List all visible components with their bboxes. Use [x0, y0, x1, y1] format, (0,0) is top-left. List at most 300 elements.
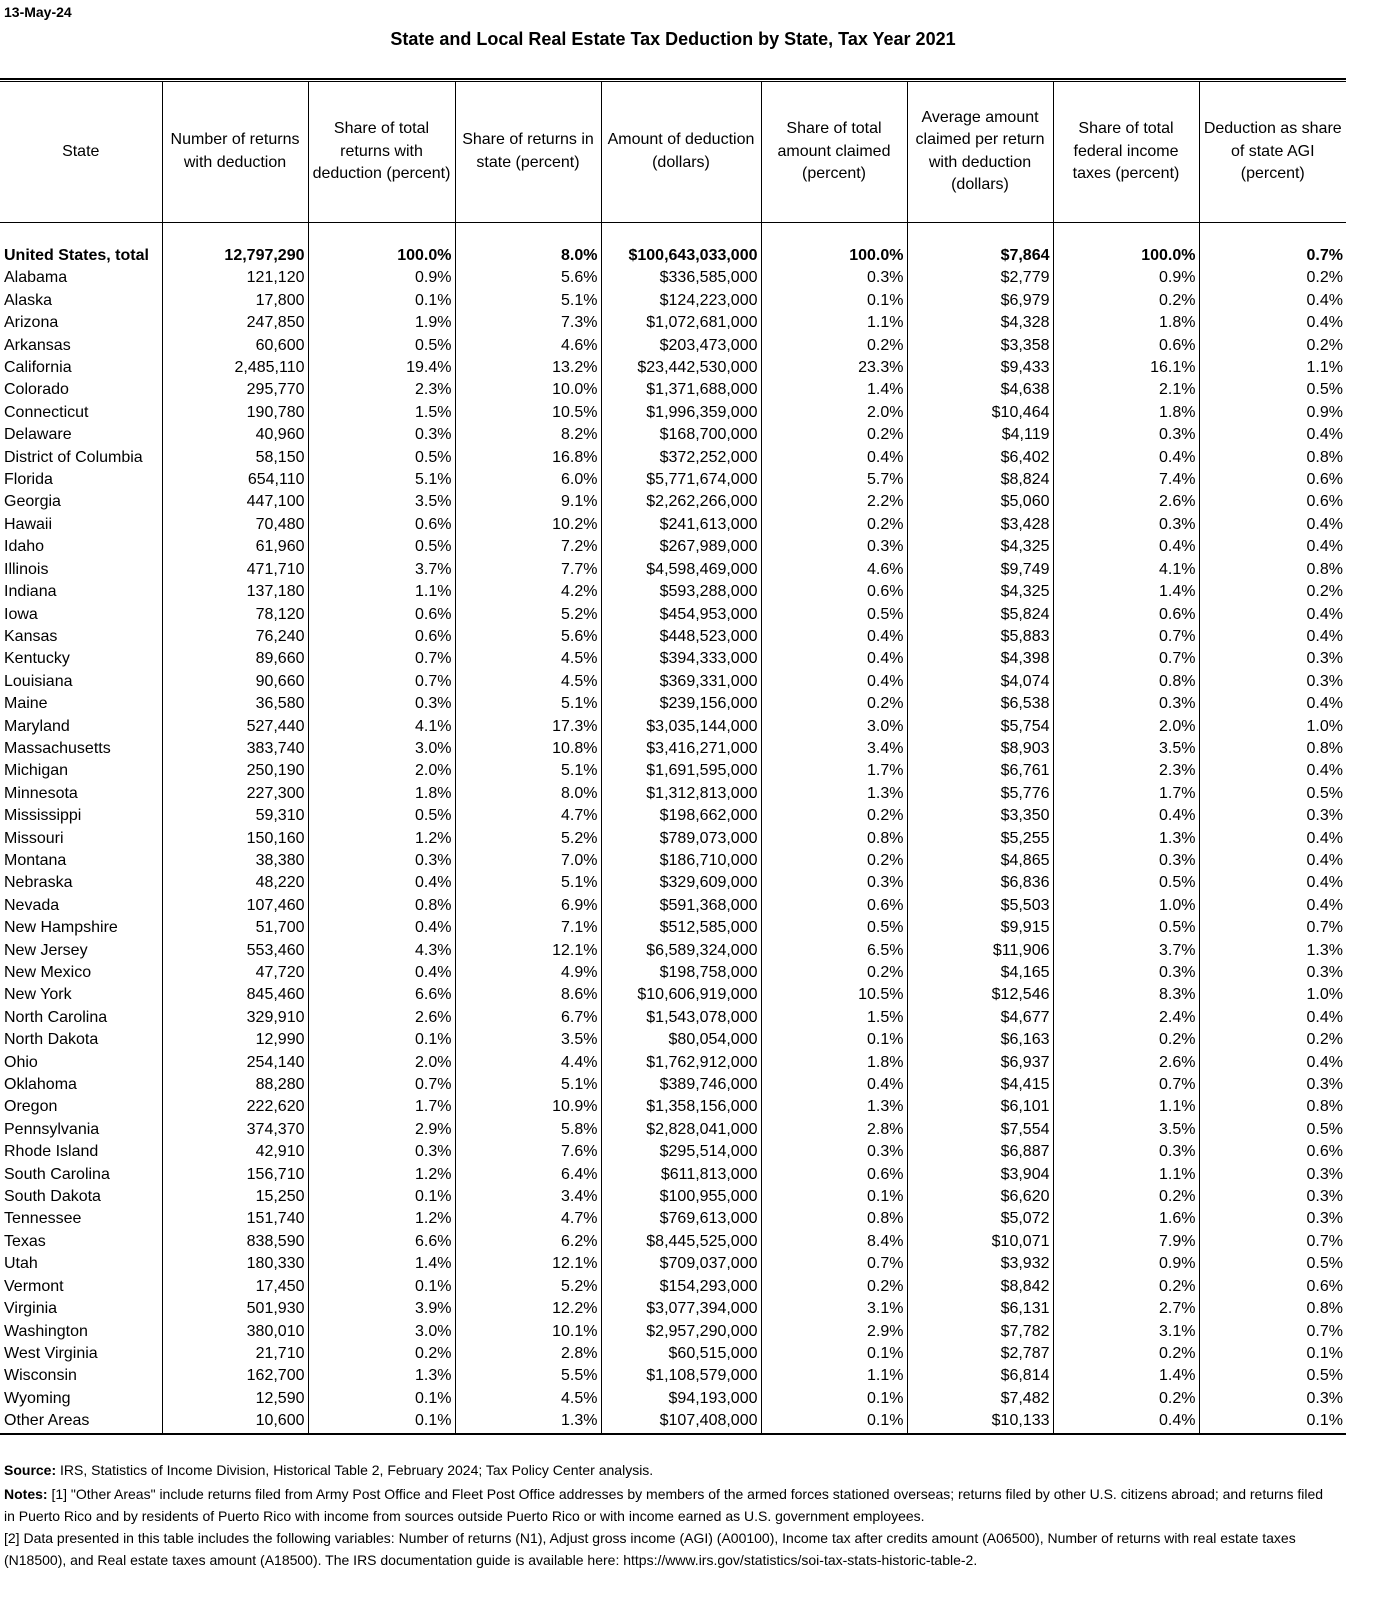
- cell-amount: $454,953,000: [601, 604, 761, 626]
- cell-share-federal: 1.3%: [1053, 828, 1199, 850]
- cell-share-amount: 0.2%: [761, 1276, 907, 1298]
- cell-share-amount: 10.5%: [761, 984, 907, 1006]
- cell-state: South Dakota: [4, 1188, 101, 1206]
- cell-share-returns-state: 5.1%: [455, 290, 601, 312]
- table-row: [0, 1074, 1346, 1096]
- cell-share-amount: 0.4%: [761, 648, 907, 670]
- cell-share-federal: 2.6%: [1053, 1052, 1199, 1074]
- cell-share-amount: 0.3%: [761, 872, 907, 894]
- cell-share-amount: 0.2%: [761, 693, 907, 715]
- cell-share-returns-state: 5.6%: [455, 626, 601, 648]
- cell-share-total-returns: 0.2%: [308, 1343, 455, 1365]
- cell-num-returns: 51,700: [162, 917, 308, 939]
- cell-share-federal: 0.3%: [1053, 1141, 1199, 1163]
- cell-state: Missouri: [4, 829, 64, 847]
- cell-share-agi: 0.8%: [1199, 1096, 1346, 1118]
- cell-share-amount: 0.1%: [761, 1343, 907, 1365]
- table-row: [0, 1231, 1346, 1253]
- cell-share-amount: 3.4%: [761, 738, 907, 760]
- col-header-amount-deduction: Amount of deduction (dollars): [601, 82, 761, 222]
- cell-num-returns: 12,590: [162, 1388, 308, 1410]
- cell-average-amount: $2,787: [907, 1343, 1053, 1365]
- cell-average-amount: $9,749: [907, 559, 1053, 581]
- cell-num-returns: 250,190: [162, 760, 308, 782]
- cell-average-amount: $4,165: [907, 962, 1053, 984]
- cell-share-agi: 0.3%: [1199, 1074, 1346, 1096]
- cell-average-amount: $4,677: [907, 1007, 1053, 1029]
- cell-share-returns-state: 10.8%: [455, 738, 601, 760]
- cell-share-amount: 0.2%: [761, 850, 907, 872]
- cell-share-federal: 2.6%: [1053, 491, 1199, 513]
- cell-share-returns-state: 17.3%: [455, 716, 601, 738]
- cell-share-amount: 6.5%: [761, 940, 907, 962]
- cell-average-amount: $6,131: [907, 1298, 1053, 1320]
- cell-num-returns: 247,850: [162, 312, 308, 334]
- cell-state: Mississippi: [4, 807, 82, 825]
- cell-share-federal: 1.1%: [1053, 1096, 1199, 1118]
- cell-state: Arkansas: [4, 336, 71, 354]
- cell-share-agi: 0.3%: [1199, 962, 1346, 984]
- cell-share-amount: 0.7%: [761, 1253, 907, 1275]
- table-row: [0, 1164, 1346, 1186]
- cell-average-amount: $9,433: [907, 357, 1053, 379]
- cell-share-total-returns: 0.7%: [308, 671, 455, 693]
- cell-share-amount: 0.6%: [761, 895, 907, 917]
- spacer-row: [0, 222, 1346, 245]
- cell-num-returns: 88,280: [162, 1074, 308, 1096]
- cell-share-total-returns: 0.1%: [308, 1388, 455, 1410]
- cell-share-total-returns: 3.0%: [308, 1321, 455, 1343]
- report-date: 13-May-24: [4, 4, 72, 20]
- cell-state: Alaska: [4, 291, 53, 309]
- cell-share-returns-state: 7.7%: [455, 559, 601, 581]
- cell-state: Virginia: [4, 1300, 58, 1318]
- cell-amount: $2,262,266,000: [601, 491, 761, 513]
- cell-share-returns-state: 7.1%: [455, 917, 601, 939]
- cell-share-agi: 0.4%: [1199, 828, 1346, 850]
- cell-average-amount: $8,824: [907, 469, 1053, 491]
- cell-share-agi: 0.5%: [1199, 1253, 1346, 1275]
- cell-share-total-returns: 1.2%: [308, 828, 455, 850]
- cell-share-agi: 0.4%: [1199, 895, 1346, 917]
- cell-amount: $1,762,912,000: [601, 1052, 761, 1074]
- cell-amount: $591,368,000: [601, 895, 761, 917]
- cell-share-returns-state: 5.6%: [455, 267, 601, 289]
- cell-state: Nebraska: [4, 874, 73, 892]
- cell-state: Pennsylvania: [4, 1120, 100, 1138]
- cell-num-returns: 12,990: [162, 1029, 308, 1051]
- col-header-state: State: [0, 82, 162, 222]
- cell-num-returns: 70,480: [162, 514, 308, 536]
- table-row: [0, 984, 1346, 1006]
- cell-num-returns: 17,800: [162, 290, 308, 312]
- cell-amount: $186,710,000: [601, 850, 761, 872]
- cell-share-agi: 0.1%: [1199, 1343, 1346, 1365]
- cell-share-agi: 0.4%: [1199, 514, 1346, 536]
- table-row: [0, 267, 1346, 289]
- cell-average-amount: $4,119: [907, 424, 1053, 446]
- cell-average-amount: $4,074: [907, 671, 1053, 693]
- cell-share-federal: 0.4%: [1053, 1410, 1199, 1433]
- cell-share-agi: 0.4%: [1199, 693, 1346, 715]
- cell-num-returns: 21,710: [162, 1343, 308, 1365]
- cell-state: Texas: [4, 1232, 46, 1250]
- cell-state: Minnesota: [4, 784, 78, 802]
- cell-average-amount: $6,887: [907, 1141, 1053, 1163]
- cell-amount: $100,955,000: [601, 1186, 761, 1208]
- cell-share-agi: 0.8%: [1199, 447, 1346, 469]
- cell-average-amount: $6,937: [907, 1052, 1053, 1074]
- cell-share-total-returns: 0.5%: [308, 805, 455, 827]
- table-row: [0, 1388, 1346, 1410]
- cell-num-returns: 12,797,290: [162, 245, 308, 267]
- cell-share-agi: 0.7%: [1199, 1321, 1346, 1343]
- cell-share-federal: 1.8%: [1053, 312, 1199, 334]
- cell-state: Delaware: [4, 426, 72, 444]
- cell-share-amount: 2.8%: [761, 1119, 907, 1141]
- cell-amount: $593,288,000: [601, 581, 761, 603]
- table-row: [0, 447, 1346, 469]
- cell-share-returns-state: 7.0%: [455, 850, 601, 872]
- cell-state: United States, total: [4, 247, 149, 264]
- cell-share-total-returns: 0.3%: [308, 850, 455, 872]
- cell-share-federal: 0.5%: [1053, 872, 1199, 894]
- source-label: Source:: [4, 1462, 57, 1478]
- cell-num-returns: 90,660: [162, 671, 308, 693]
- cell-share-returns-state: 8.2%: [455, 424, 601, 446]
- table-row: [0, 648, 1346, 670]
- cell-state: Ohio: [4, 1053, 38, 1071]
- cell-share-federal: 0.2%: [1053, 1343, 1199, 1365]
- cell-amount: $394,333,000: [601, 648, 761, 670]
- cell-state: Vermont: [4, 1277, 64, 1295]
- cell-num-returns: 15,250: [162, 1186, 308, 1208]
- cell-share-returns-state: 13.2%: [455, 357, 601, 379]
- table-row: [0, 805, 1346, 827]
- col-header-share-total-returns: Share of total returns with deduction (percent): [308, 82, 455, 222]
- cell-amount: $8,445,525,000: [601, 1231, 761, 1253]
- cell-share-returns-state: 5.8%: [455, 1119, 601, 1141]
- cell-share-federal: 0.7%: [1053, 626, 1199, 648]
- cell-share-agi: 0.3%: [1199, 648, 1346, 670]
- cell-share-returns-state: 6.9%: [455, 895, 601, 917]
- cell-share-federal: 1.6%: [1053, 1208, 1199, 1230]
- cell-share-total-returns: 3.5%: [308, 491, 455, 513]
- cell-amount: $154,293,000: [601, 1276, 761, 1298]
- cell-share-agi: 0.4%: [1199, 424, 1346, 446]
- cell-share-returns-state: 12.1%: [455, 940, 601, 962]
- cell-num-returns: 150,160: [162, 828, 308, 850]
- cell-share-total-returns: 2.6%: [308, 1007, 455, 1029]
- cell-num-returns: 42,910: [162, 1141, 308, 1163]
- cell-share-total-returns: 0.4%: [308, 872, 455, 894]
- cell-amount: $198,758,000: [601, 962, 761, 984]
- cell-share-returns-state: 8.6%: [455, 984, 601, 1006]
- cell-share-federal: 2.4%: [1053, 1007, 1199, 1029]
- cell-amount: $372,252,000: [601, 447, 761, 469]
- cell-state: Rhode Island: [4, 1143, 99, 1161]
- cell-share-federal: 16.1%: [1053, 357, 1199, 379]
- cell-share-amount: 23.3%: [761, 357, 907, 379]
- cell-num-returns: 374,370: [162, 1119, 308, 1141]
- cell-num-returns: 76,240: [162, 626, 308, 648]
- cell-num-returns: 48,220: [162, 872, 308, 894]
- cell-average-amount: $8,903: [907, 738, 1053, 760]
- cell-state: South Carolina: [4, 1165, 110, 1183]
- cell-num-returns: 38,380: [162, 850, 308, 872]
- table-row: [0, 1321, 1346, 1343]
- cell-share-amount: 2.2%: [761, 491, 907, 513]
- cell-average-amount: $5,503: [907, 895, 1053, 917]
- cell-share-amount: 0.5%: [761, 917, 907, 939]
- cell-state: California: [4, 359, 72, 377]
- cell-share-returns-state: 4.5%: [455, 671, 601, 693]
- cell-share-amount: 0.1%: [761, 290, 907, 312]
- cell-share-total-returns: 0.3%: [308, 693, 455, 715]
- cell-share-returns-state: 3.4%: [455, 1186, 601, 1208]
- cell-num-returns: 227,300: [162, 783, 308, 805]
- cell-share-returns-state: 8.0%: [455, 245, 601, 267]
- cell-amount: $295,514,000: [601, 1141, 761, 1163]
- cell-share-federal: 0.3%: [1053, 514, 1199, 536]
- cell-share-agi: 0.2%: [1199, 1029, 1346, 1051]
- cell-share-amount: 0.3%: [761, 536, 907, 558]
- cell-share-amount: 1.3%: [761, 1096, 907, 1118]
- table-row: [0, 335, 1346, 357]
- cell-num-returns: 78,120: [162, 604, 308, 626]
- cell-share-returns-state: 3.5%: [455, 1029, 601, 1051]
- cell-share-federal: 0.2%: [1053, 290, 1199, 312]
- cell-share-returns-state: 5.5%: [455, 1365, 601, 1387]
- cell-average-amount: $5,754: [907, 716, 1053, 738]
- cell-share-federal: 2.1%: [1053, 379, 1199, 401]
- cell-amount: $1,358,156,000: [601, 1096, 761, 1118]
- cell-amount: $3,035,144,000: [601, 716, 761, 738]
- table-row: [0, 1298, 1346, 1320]
- table-row: [0, 962, 1346, 984]
- table-row: [0, 1410, 1346, 1433]
- cell-share-returns-state: 4.7%: [455, 1208, 601, 1230]
- cell-num-returns: 137,180: [162, 581, 308, 603]
- cell-share-federal: 1.0%: [1053, 895, 1199, 917]
- cell-share-returns-state: 4.5%: [455, 1388, 601, 1410]
- cell-share-agi: 0.5%: [1199, 379, 1346, 401]
- cell-share-total-returns: 6.6%: [308, 1231, 455, 1253]
- table-row: [0, 1253, 1346, 1275]
- cell-share-federal: 2.0%: [1053, 716, 1199, 738]
- cell-share-agi: 0.8%: [1199, 559, 1346, 581]
- cell-share-agi: 0.6%: [1199, 469, 1346, 491]
- cell-state: Tennessee: [4, 1210, 82, 1228]
- cell-share-total-returns: 0.9%: [308, 267, 455, 289]
- cell-num-returns: 254,140: [162, 1052, 308, 1074]
- table-row: [0, 895, 1346, 917]
- table-row: [0, 1365, 1346, 1387]
- cell-share-returns-state: 6.2%: [455, 1231, 601, 1253]
- cell-share-amount: 1.5%: [761, 1007, 907, 1029]
- table-row: [0, 1208, 1346, 1230]
- cell-state: North Dakota: [4, 1031, 99, 1049]
- cell-share-returns-state: 5.1%: [455, 1074, 601, 1096]
- cell-share-returns-state: 5.2%: [455, 604, 601, 626]
- cell-share-total-returns: 2.3%: [308, 379, 455, 401]
- cell-share-total-returns: 100.0%: [308, 245, 455, 267]
- cell-state: Wisconsin: [4, 1367, 77, 1385]
- cell-share-federal: 0.4%: [1053, 805, 1199, 827]
- cell-share-amount: 0.4%: [761, 1074, 907, 1096]
- cell-amount: $769,613,000: [601, 1208, 761, 1230]
- cell-amount: $239,156,000: [601, 693, 761, 715]
- cell-amount: $789,073,000: [601, 828, 761, 850]
- table-row: [0, 604, 1346, 626]
- cell-average-amount: $4,328: [907, 312, 1053, 334]
- table-row: [0, 1052, 1346, 1074]
- cell-share-total-returns: 0.5%: [308, 536, 455, 558]
- note-2-text: [2] Data presented in this table includes the following variables: Number of returns (N1), Adjust gross income (AGI) (A00100), Income tax after credits amount (A06500), Number of returns with real estate taxes (N18500), and Real estate taxes amount (A18500). The IRS documentation guide is available here: https://www.irs.gov/statistics/soi-tax-stats-historic-table-2.: [4, 1530, 1296, 1568]
- cell-average-amount: $6,761: [907, 760, 1053, 782]
- cell-share-returns-state: 4.4%: [455, 1052, 601, 1074]
- cell-share-federal: 0.7%: [1053, 648, 1199, 670]
- cell-amount: $198,662,000: [601, 805, 761, 827]
- cell-share-total-returns: 1.7%: [308, 1096, 455, 1118]
- table-row: [0, 1096, 1346, 1118]
- cell-amount: $1,691,595,000: [601, 760, 761, 782]
- cell-share-total-returns: 0.8%: [308, 895, 455, 917]
- cell-amount: $329,609,000: [601, 872, 761, 894]
- cell-share-federal: 0.6%: [1053, 604, 1199, 626]
- cell-amount: $3,416,271,000: [601, 738, 761, 760]
- cell-share-amount: 0.1%: [761, 1410, 907, 1433]
- cell-share-amount: 1.4%: [761, 379, 907, 401]
- cell-share-agi: 0.3%: [1199, 805, 1346, 827]
- cell-num-returns: 58,150: [162, 447, 308, 469]
- cell-state: Hawaii: [4, 515, 53, 533]
- cell-num-returns: 156,710: [162, 1164, 308, 1186]
- cell-share-federal: 0.3%: [1053, 424, 1199, 446]
- cell-state: Washington: [4, 1322, 88, 1340]
- cell-share-returns-state: 5.1%: [455, 760, 601, 782]
- cell-share-federal: 0.4%: [1053, 536, 1199, 558]
- cell-share-amount: 0.8%: [761, 828, 907, 850]
- table-row: [0, 716, 1346, 738]
- cell-share-returns-state: 6.0%: [455, 469, 601, 491]
- cell-share-total-returns: 1.1%: [308, 581, 455, 603]
- cell-num-returns: 59,310: [162, 805, 308, 827]
- cell-share-returns-state: 7.3%: [455, 312, 601, 334]
- cell-share-federal: 2.7%: [1053, 1298, 1199, 1320]
- cell-state: Kentucky: [4, 650, 70, 668]
- cell-share-total-returns: 0.6%: [308, 626, 455, 648]
- cell-share-amount: 0.4%: [761, 671, 907, 693]
- cell-share-federal: 0.2%: [1053, 1276, 1199, 1298]
- table-row: [0, 738, 1346, 760]
- table-row: [0, 783, 1346, 805]
- table-row: [0, 872, 1346, 894]
- table-row: [0, 379, 1346, 401]
- cell-share-agi: 1.3%: [1199, 940, 1346, 962]
- cell-share-agi: 0.5%: [1199, 783, 1346, 805]
- cell-share-agi: 0.3%: [1199, 1164, 1346, 1186]
- table-row: [0, 1029, 1346, 1051]
- cell-share-federal: 3.5%: [1053, 1119, 1199, 1141]
- cell-num-returns: 40,960: [162, 424, 308, 446]
- cell-share-returns-state: 10.1%: [455, 1321, 601, 1343]
- cell-share-amount: 3.0%: [761, 716, 907, 738]
- cell-share-returns-state: 4.7%: [455, 805, 601, 827]
- cell-share-federal: 0.3%: [1053, 693, 1199, 715]
- cell-share-agi: 0.2%: [1199, 267, 1346, 289]
- cell-num-returns: 2,485,110: [162, 357, 308, 379]
- cell-average-amount: $6,101: [907, 1096, 1053, 1118]
- cell-num-returns: 180,330: [162, 1253, 308, 1275]
- cell-share-agi: 0.3%: [1199, 1388, 1346, 1410]
- cell-share-federal: 0.6%: [1053, 335, 1199, 357]
- cell-amount: $1,072,681,000: [601, 312, 761, 334]
- cell-share-agi: 1.0%: [1199, 716, 1346, 738]
- cell-share-amount: 0.2%: [761, 805, 907, 827]
- cell-average-amount: $7,782: [907, 1321, 1053, 1343]
- table-row: [0, 940, 1346, 962]
- cell-state: Arizona: [4, 314, 59, 332]
- cell-amount: $100,643,033,000: [601, 245, 761, 267]
- cell-amount: $5,771,674,000: [601, 469, 761, 491]
- cell-share-agi: 0.4%: [1199, 290, 1346, 312]
- cell-share-total-returns: 0.1%: [308, 1029, 455, 1051]
- cell-num-returns: 295,770: [162, 379, 308, 401]
- cell-share-amount: 0.2%: [761, 962, 907, 984]
- cell-share-total-returns: 0.4%: [308, 962, 455, 984]
- cell-share-total-returns: 6.6%: [308, 984, 455, 1006]
- cell-average-amount: $5,255: [907, 828, 1053, 850]
- cell-average-amount: $6,163: [907, 1029, 1053, 1051]
- cell-share-total-returns: 1.9%: [308, 312, 455, 334]
- cell-share-amount: 0.2%: [761, 424, 907, 446]
- cell-share-total-returns: 2.9%: [308, 1119, 455, 1141]
- cell-num-returns: 553,460: [162, 940, 308, 962]
- notes-1: [4, 1483, 1334, 1527]
- cell-share-total-returns: 1.2%: [308, 1164, 455, 1186]
- cell-share-total-returns: 0.4%: [308, 917, 455, 939]
- cell-average-amount: $4,865: [907, 850, 1053, 872]
- table-row: [0, 290, 1346, 312]
- cell-share-federal: 7.4%: [1053, 469, 1199, 491]
- cell-share-federal: 7.9%: [1053, 1231, 1199, 1253]
- cell-average-amount: $3,358: [907, 335, 1053, 357]
- cell-share-agi: 0.4%: [1199, 312, 1346, 334]
- cell-average-amount: $5,072: [907, 1208, 1053, 1230]
- cell-state: Montana: [4, 851, 67, 869]
- cell-amount: $1,108,579,000: [601, 1365, 761, 1387]
- cell-share-amount: 0.2%: [761, 335, 907, 357]
- cell-share-federal: 3.7%: [1053, 940, 1199, 962]
- cell-share-amount: 0.3%: [761, 1141, 907, 1163]
- cell-average-amount: $3,932: [907, 1253, 1053, 1275]
- cell-share-returns-state: 1.3%: [455, 1410, 601, 1433]
- cell-share-total-returns: 0.1%: [308, 1410, 455, 1433]
- cell-state: Michigan: [4, 762, 69, 780]
- cell-average-amount: $5,883: [907, 626, 1053, 648]
- table-row: [0, 828, 1346, 850]
- cell-share-agi: 0.8%: [1199, 738, 1346, 760]
- cell-amount: $389,746,000: [601, 1074, 761, 1096]
- total-row: [0, 245, 1346, 267]
- cell-share-agi: 0.4%: [1199, 604, 1346, 626]
- cell-share-federal: 0.3%: [1053, 850, 1199, 872]
- cell-average-amount: $10,133: [907, 1410, 1053, 1433]
- cell-share-total-returns: 0.5%: [308, 335, 455, 357]
- cell-share-agi: 0.6%: [1199, 1141, 1346, 1163]
- cell-share-returns-state: 4.9%: [455, 962, 601, 984]
